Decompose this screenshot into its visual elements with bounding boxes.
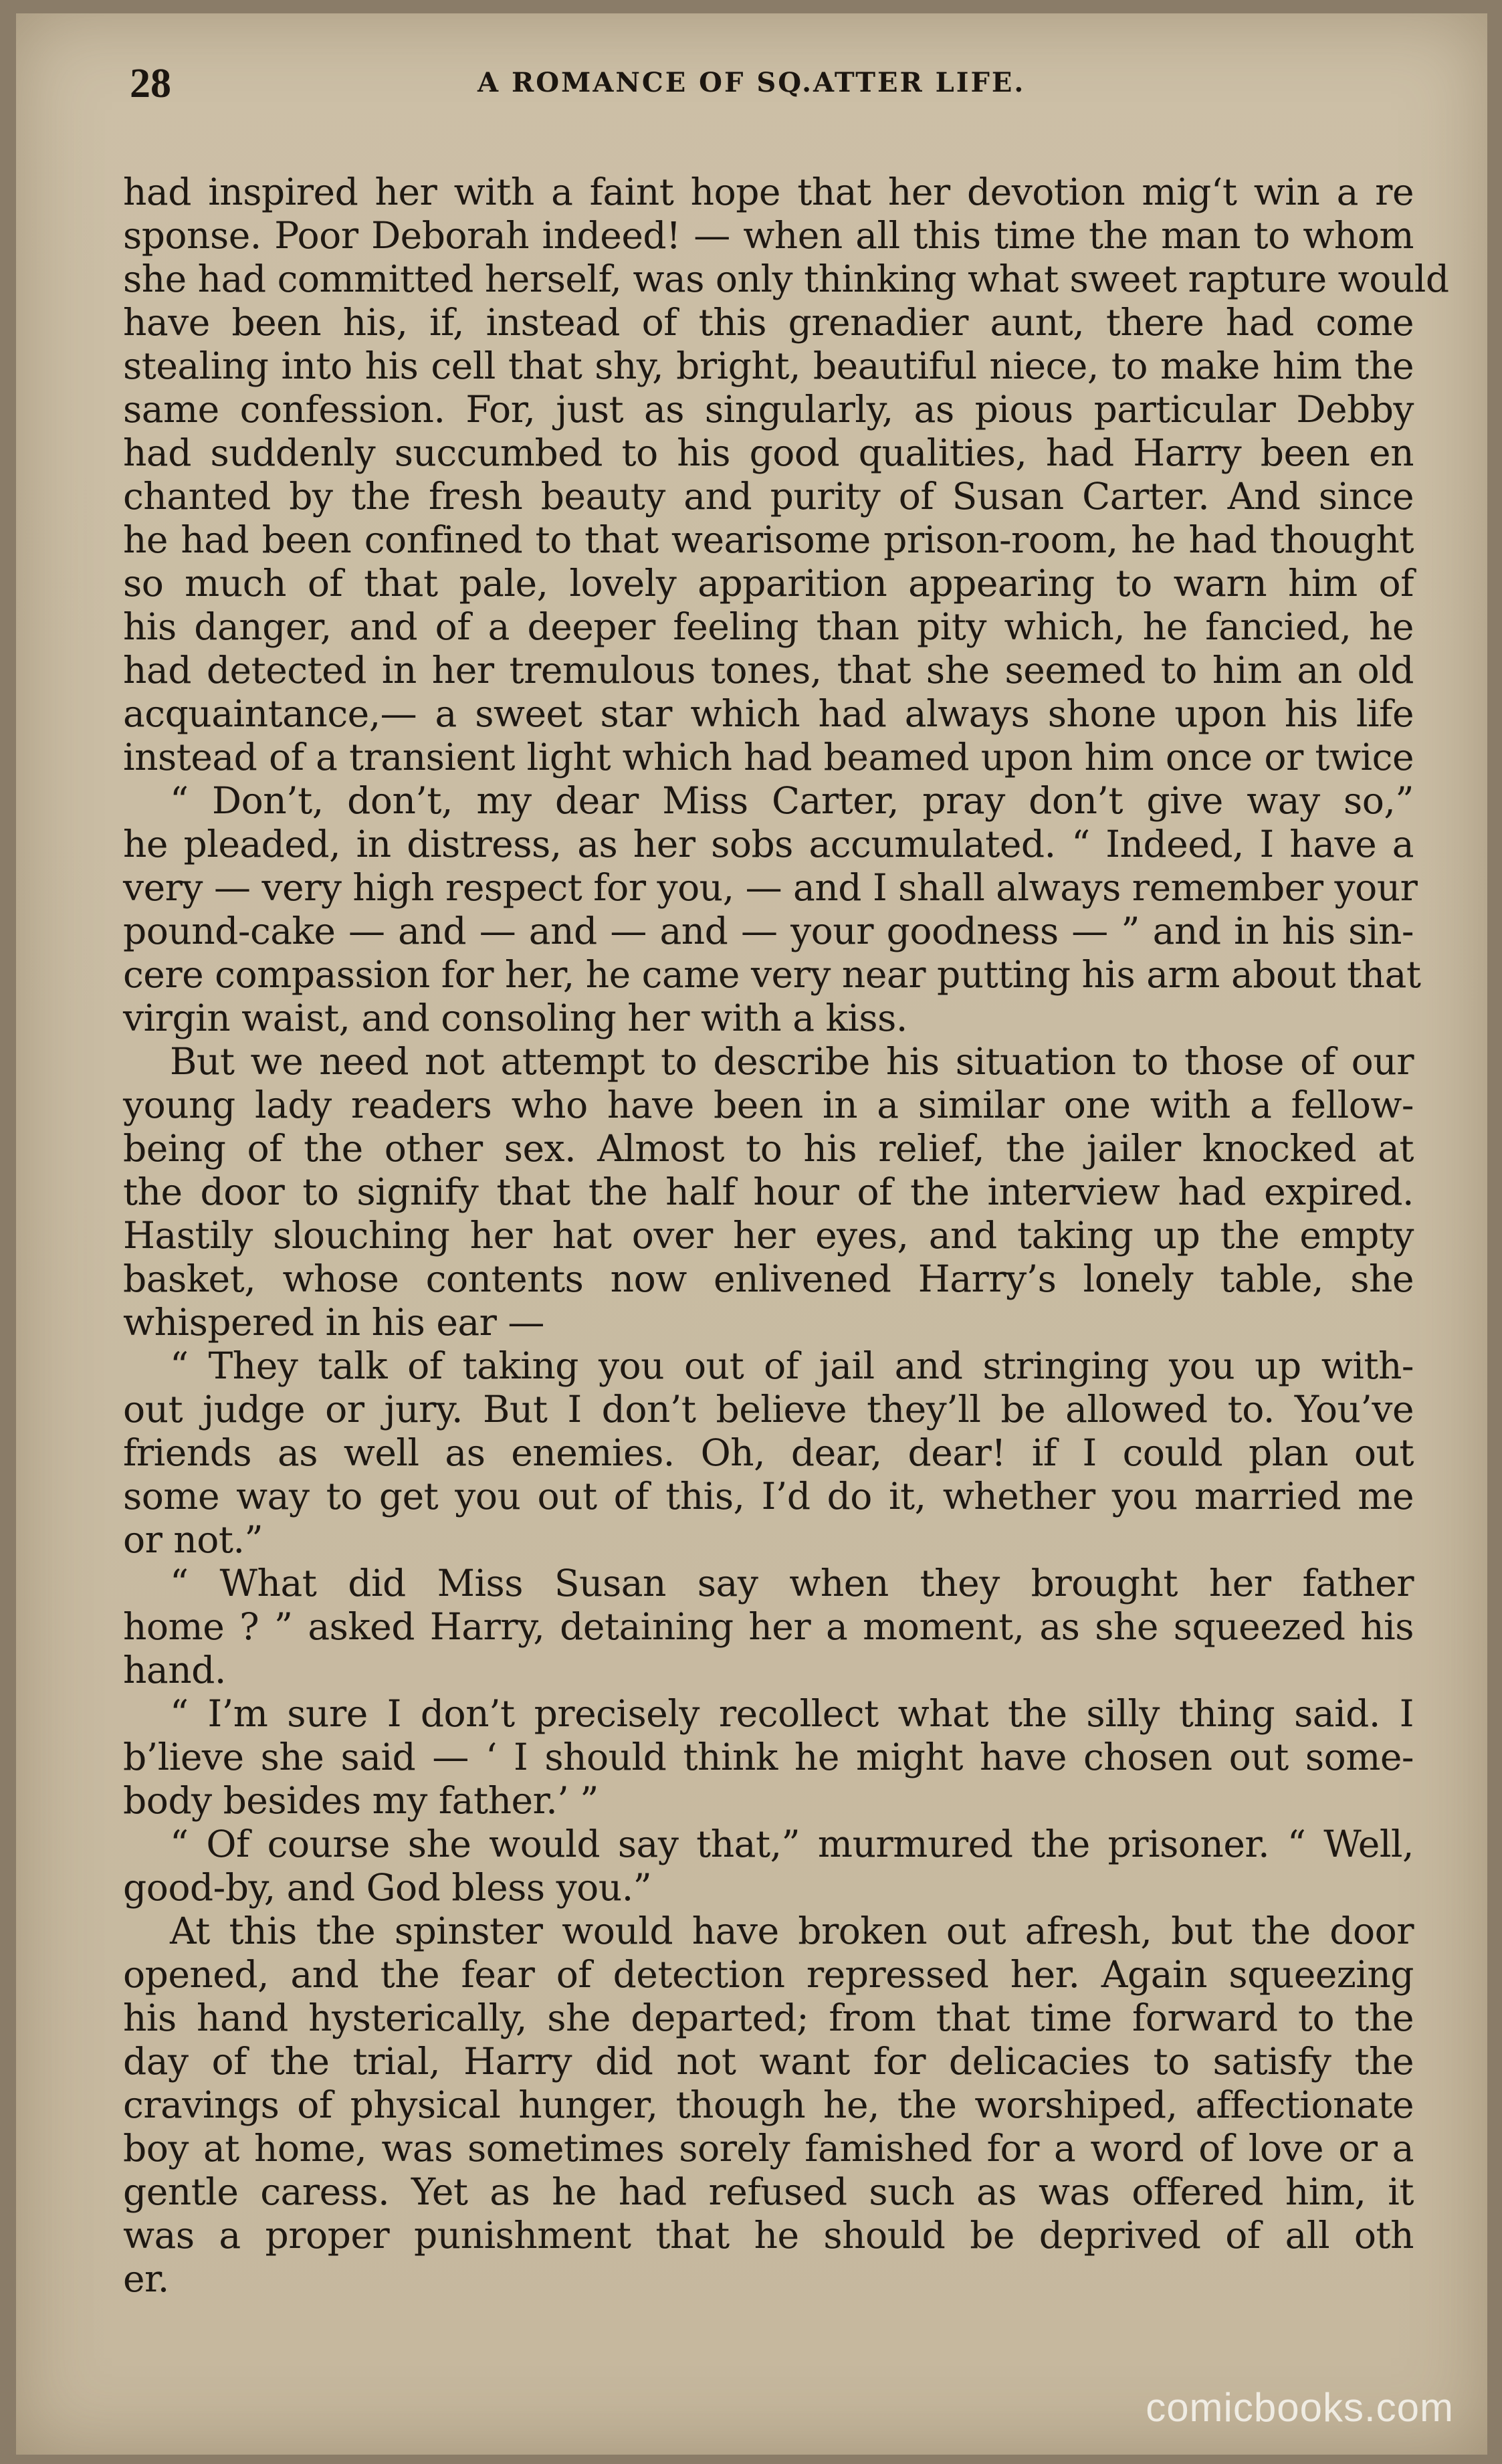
text-line: sponse. Poor Deborah indeed! — when all this time the man to whom	[123, 214, 1414, 257]
running-head: A ROMANCE OF SQ.ATTER LIFE.	[477, 67, 1026, 98]
text-line: er.	[123, 2257, 169, 2300]
text-line: boy at home, was sometimes sorely famished for a word of love or a	[123, 2127, 1414, 2170]
text-line: gentle caress. Yet as he had refused such as was offered him, it	[123, 2170, 1414, 2213]
text-line: At this the spinster would have broken out afresh, but the door	[170, 1910, 1414, 1952]
text-line: stealing into his cell that shy, bright, beautiful niece, to make him the	[123, 344, 1414, 387]
text-line: young lady readers who have been in a similar one with a fellow-	[123, 1084, 1414, 1126]
text-line: had suddenly succumbed to his good qualities, had Harry been en	[123, 431, 1414, 474]
text-line: “ I’m sure I don’t precisely recollect what the silly thing said. I	[170, 1692, 1414, 1735]
text-line: same confession. For, just as singularly, as pious particular Debby	[123, 388, 1414, 431]
text-line: b’lieve she said — ‘ I should think he might have chosen out some-	[123, 1736, 1414, 1778]
text-line: chanted by the fresh beauty and purity of Susan Carter. And since	[123, 475, 1414, 518]
text-line: was a proper punishment that he should be deprived of all oth	[123, 2214, 1414, 2257]
text-line: But we need not attempt to describe his situation to those of our	[170, 1040, 1414, 1083]
page-number: 28	[130, 61, 171, 106]
text-line: friends as well as enemies. Oh, dear, dear! if I could plan out	[123, 1431, 1414, 1474]
text-line: so much of that pale, lovely apparition appearing to warn him of	[123, 562, 1414, 605]
text-line: acquaintance,— a sweet star which had always shone upon his life	[123, 692, 1414, 735]
page-header	[116, 60, 1420, 114]
text-line: he had been confined to that wearisome prison-room, he had thought	[123, 518, 1414, 561]
text-line: she had committed herself, was only thinking what sweet rapture would	[123, 258, 1449, 300]
text-line: very — very high respect for you, — and I shall always remember your	[123, 866, 1418, 909]
text-line: “ What did Miss Susan say when they brought her father	[170, 1562, 1414, 1605]
text-line: have been his, if, instead of this grenadier aunt, there had come	[123, 301, 1414, 344]
text-line: he pleaded, in distress, as her sobs accumulated. “ Indeed, I have a	[123, 823, 1414, 865]
text-line: home ? ” asked Harry, detaining her a moment, as she squeezed his	[123, 1605, 1414, 1648]
text-line: virgin waist, and consoling her with a kiss.	[123, 997, 907, 1039]
text-line: good-by, and God bless you.”	[123, 1866, 652, 1909]
text-line: cravings of physical hunger, though he, the worshiped, affectionate	[123, 2083, 1414, 2126]
text-line: opened, and the fear of detection repressed her. Again squeezing	[123, 1953, 1414, 1996]
watermark: comicbooks.com	[1146, 2385, 1454, 2430]
text-line: “ Of course she would say that,” murmured the prisoner. “ Well,	[170, 1823, 1414, 1865]
body-text	[123, 171, 1449, 2301]
text-line: had inspired her with a faint hope that her devotion migʻt win a re	[123, 171, 1414, 213]
text-line: instead of a transient light which had beamed upon him once or twice	[123, 736, 1414, 779]
text-line: his danger, and of a deeper feeling than pity which, he fancied, he	[123, 605, 1414, 648]
text-line: hand.	[123, 1649, 226, 1691]
text-line: “ Don’t, don’t, my dear Miss Carter, pray don’t give way so,”	[170, 779, 1414, 822]
text-line: out judge or jury. But I don’t believe they’ll be allowed to. You’ve	[123, 1388, 1414, 1431]
text-line: body besides my father.’ ”	[123, 1779, 599, 1822]
text-line: cere compassion for her, he came very near putting his arm about that	[123, 953, 1421, 996]
text-line: or not.”	[123, 1518, 263, 1561]
text-line: “ They talk of taking you out of jail and stringing you up with-	[170, 1344, 1414, 1387]
text-line: being of the other sex. Almost to his relief, the jailer knocked at	[123, 1127, 1414, 1170]
text-line: basket, whose contents now enlivened Harry’s lonely table, she	[123, 1257, 1414, 1300]
text-line: some way to get you out of this, I’d do it, whether you married me	[123, 1475, 1414, 1518]
text-line: pound-cake — and — and — and — your goodness — ” and in his sin-	[123, 910, 1414, 952]
text-line: Hastily slouching her hat over her eyes, and taking up the empty	[123, 1214, 1414, 1257]
book-page	[16, 13, 1487, 2455]
text-line: his hand hysterically, she departed; from that time forward to the	[123, 1996, 1414, 2039]
text-line: had detected in her tremulous tones, that she seemed to him an old	[123, 649, 1414, 692]
text-line: day of the trial, Harry did not want for delicacies to satisfy the	[123, 2040, 1414, 2083]
text-line: the door to signify that the half hour of the interview had expired.	[123, 1170, 1414, 1213]
text-line: whispered in his ear —	[123, 1301, 544, 1344]
